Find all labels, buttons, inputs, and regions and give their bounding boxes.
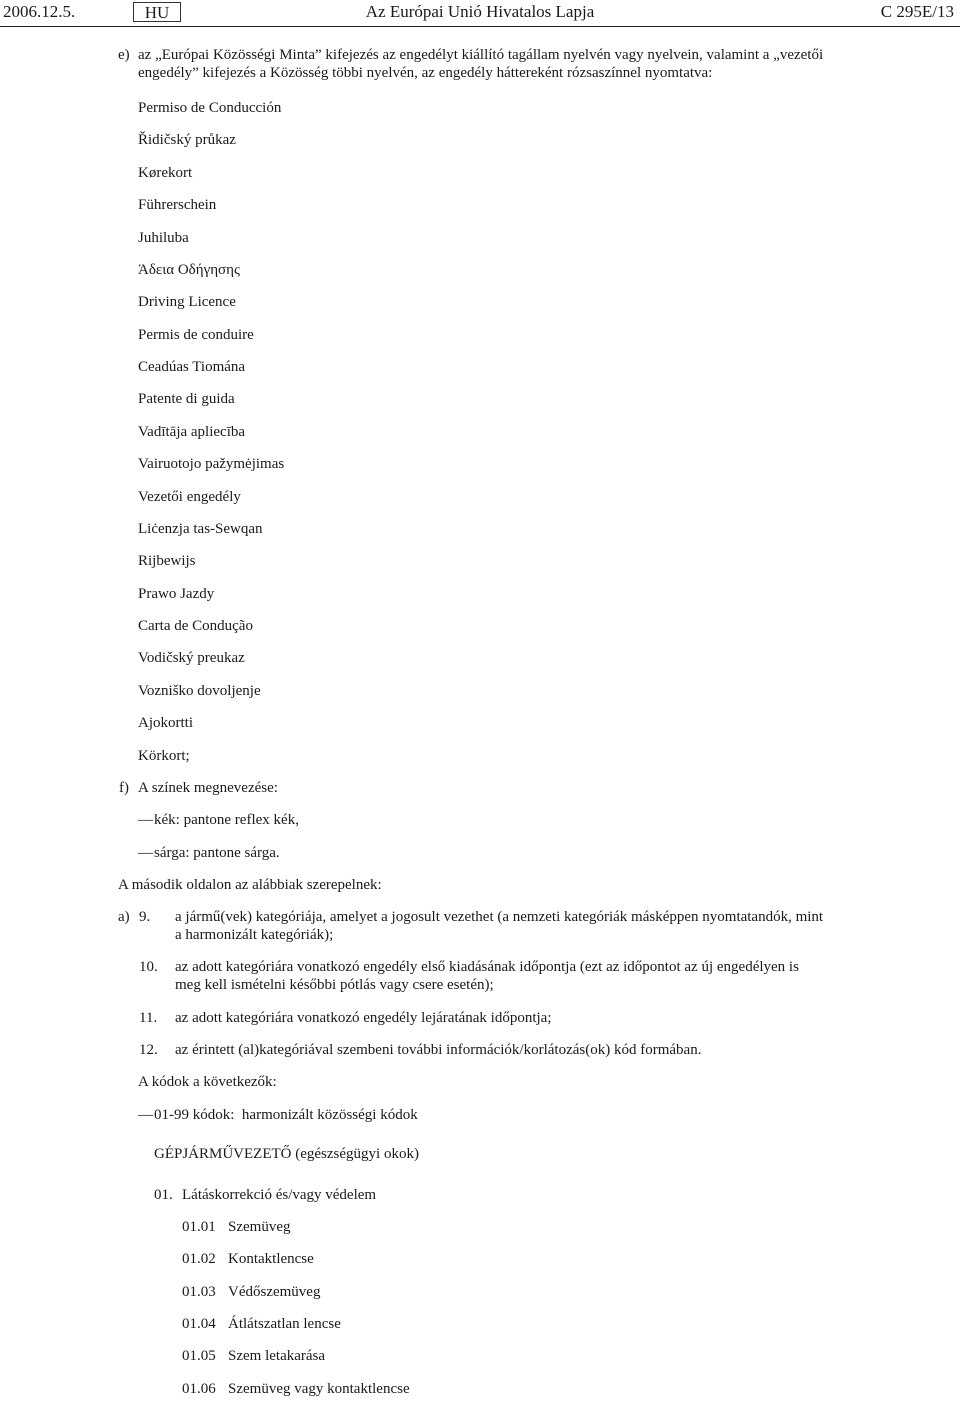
licence-term: Juhiluba xyxy=(138,230,189,246)
point-9-line1: a jármű(vek) kategóriája, amelyet a jogosult vezethet (a nemzeti kategóriák másképpen nyomtatandók, mint xyxy=(175,909,824,925)
item-a-label: a) xyxy=(118,909,130,925)
codes-intro: A kódok a következők: xyxy=(138,1074,277,1090)
subcode-number: 01.02 xyxy=(182,1251,216,1267)
point-number: 11. xyxy=(139,1010,158,1026)
subcode-text: Kontaktlencse xyxy=(228,1251,314,1267)
subcode-text: Átlátszatlan lencse xyxy=(228,1316,341,1332)
subcode-text: Védőszemüveg xyxy=(228,1284,321,1300)
language-badge: HU xyxy=(133,2,181,22)
licence-term: Liċenzja tas-Sewqan xyxy=(138,521,263,537)
driver-heading: GÉPJÁRMŰVEZETŐ (egészségügyi okok) xyxy=(154,1146,419,1162)
code-number: 01. xyxy=(154,1187,173,1203)
bullet-dash: — xyxy=(138,845,153,861)
publication-date: 2006.12.5. xyxy=(3,2,76,21)
colour-blue-spec: kék: pantone reflex kék, xyxy=(154,812,299,828)
licence-term: Ajokortti xyxy=(138,715,193,731)
subcode-text: Szem letakarása xyxy=(228,1348,326,1364)
licence-term: Vezetői engedély xyxy=(138,489,241,505)
licence-term: Vozniško dovoljenje xyxy=(138,683,261,699)
licence-term: Ceadúas Tiomána xyxy=(138,359,246,375)
item-e-text-line2: engedély” kifejezés a Közösség többi nyelvén, az engedély háttereként rózsaszínnel nyomtatva: xyxy=(138,65,713,81)
licence-term: Patente di guida xyxy=(138,391,235,407)
point-number: 10. xyxy=(139,959,158,975)
subcode-number: 01.01 xyxy=(182,1219,216,1235)
licence-term: Řidičský průkaz xyxy=(138,132,236,148)
licence-term: Körkort; xyxy=(138,748,190,764)
colour-yellow-spec: sárga: pantone sárga. xyxy=(154,845,280,861)
page-header xyxy=(0,0,960,28)
licence-term: Führerschein xyxy=(138,197,217,213)
licence-term: Driving Licence xyxy=(138,294,236,310)
subcode-number: 01.06 xyxy=(182,1381,216,1397)
item-f-label: f) xyxy=(119,780,129,796)
licence-term: Vadītāja apliecība xyxy=(138,424,246,440)
licence-term: Prawo Jazdy xyxy=(138,586,215,602)
licence-term: Carta de Condução xyxy=(138,618,253,634)
point-number: 9. xyxy=(139,909,151,925)
second-page-intro: A második oldalon az alábbiak szerepelnek: xyxy=(118,877,382,893)
licence-term: Kørekort xyxy=(138,165,193,181)
licence-term: Vairuotojo pažymėjimas xyxy=(138,456,285,472)
header-rule xyxy=(0,26,960,27)
point-10-line2: meg kell ismételni későbbi pótlás vagy csere esetén); xyxy=(175,977,494,993)
point-9-line2: a harmonizált kategóriák); xyxy=(175,927,334,943)
code-01-text: Látáskorrekció és/vagy védelem xyxy=(182,1187,377,1203)
subcode-text: Szemüveg xyxy=(228,1219,291,1235)
licence-term: Άδεια Οδήγησης xyxy=(138,262,240,278)
point-11-text: az adott kategóriára vonatkozó engedély lejáratának időpontja; xyxy=(175,1010,552,1026)
point-number: 12. xyxy=(139,1042,158,1058)
subcode-number: 01.05 xyxy=(182,1348,216,1364)
licence-term: Permis de conduire xyxy=(138,327,254,343)
licence-term: Permiso de Conducción xyxy=(138,100,282,116)
subcode-number: 01.04 xyxy=(182,1316,216,1332)
bullet-dash: — xyxy=(138,1107,153,1123)
journal-reference: C 295E/13 xyxy=(880,2,954,21)
codes-range-text: 01-99 kódok: harmonizált közösségi kódok xyxy=(154,1107,418,1123)
subcode-text: Szemüveg vagy kontaktlencse xyxy=(228,1381,410,1397)
item-e-label: e) xyxy=(118,47,130,63)
subcode-number: 01.03 xyxy=(182,1284,216,1300)
point-12-text: az érintett (al)kategóriával szembeni további információk/korlátozás(ok) kód formában. xyxy=(175,1042,702,1058)
item-e-text-line1: az „Európai Közösségi Minta” kifejezés az engedélyt kiállító tagállam nyelvén vagy nyelvein, valamint a „vezetői xyxy=(138,47,824,63)
point-10-line1: az adott kategóriára vonatkozó engedély első kiadásának időpontja (ezt az időpontot az új engedélyen is xyxy=(175,959,799,975)
licence-term: Vodičský preukaz xyxy=(138,650,245,666)
licence-term: Rijbewijs xyxy=(138,553,196,569)
journal-title: Az Európai Unió Hivatalos Lapja xyxy=(365,2,595,21)
bullet-dash: — xyxy=(138,812,153,828)
item-f-text: A színek megnevezése: xyxy=(138,780,278,796)
